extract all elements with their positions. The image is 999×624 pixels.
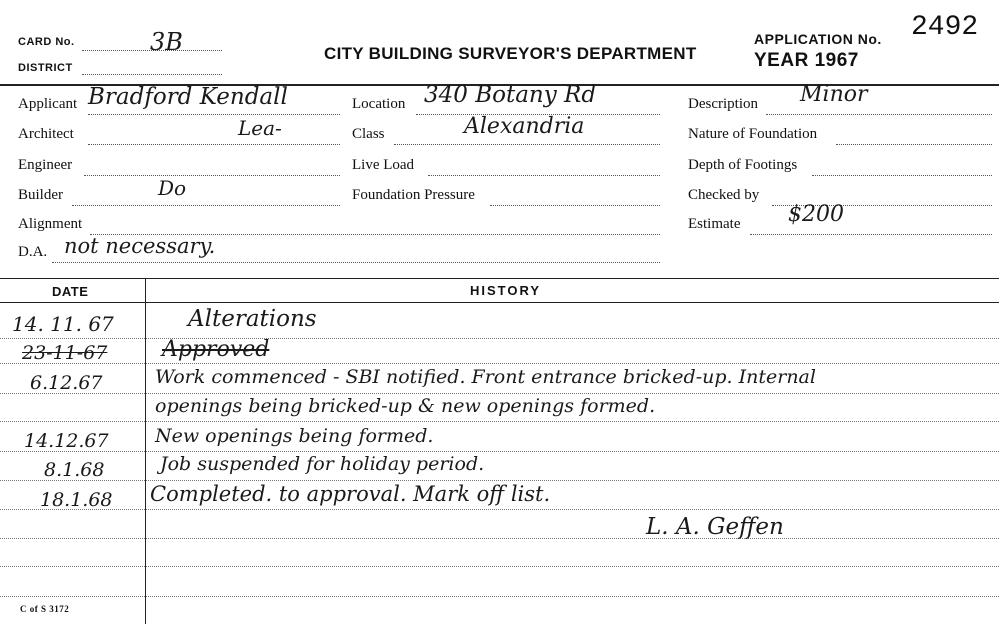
builder-value: Do [158, 176, 187, 200]
depth-label: Depth of Footings [688, 157, 798, 173]
entry-text: Completed. to approval. Mark off list. [150, 482, 551, 506]
description-line [766, 114, 992, 115]
entry-date: 23-11-67 [22, 342, 108, 364]
description-label: Description [688, 96, 758, 112]
architect-line [88, 144, 340, 145]
ruled-line [0, 538, 999, 539]
estimate-label: Estimate [688, 216, 741, 232]
entry-text: Job suspended for holiday period. [160, 453, 485, 475]
form-code: C of S 3172 [20, 604, 70, 614]
application-number: 2492 [911, 12, 979, 43]
architect-value: Lea- [238, 116, 282, 140]
checked-label: Checked by [688, 187, 760, 203]
location-label: Location [352, 96, 406, 112]
class-value: Alexandria [464, 114, 585, 139]
depth-line [812, 175, 992, 176]
architect-label: Architect [18, 126, 74, 142]
ruled-line [0, 509, 999, 510]
history-header: HISTORY [470, 283, 542, 298]
builder-line [72, 205, 340, 206]
location-value: 340 Botany Rd [424, 82, 597, 108]
ruled-line [0, 421, 999, 422]
entry-text: Work commenced - SBI notified. Front entrance bricked-up. Internal [155, 366, 816, 388]
entry-date: 8.1.68 [44, 459, 105, 481]
foundation-pressure-label: Foundation Pressure [352, 187, 475, 203]
ruled-line [0, 338, 999, 339]
ruled-line [0, 596, 999, 597]
foundation-pressure-line [490, 205, 660, 206]
engineer-line [84, 175, 340, 176]
application-label: APPLICATION No. [754, 31, 882, 47]
year-label: YEAR 1967 [754, 50, 859, 71]
history-top-rule [0, 278, 999, 279]
class-label: Class [352, 126, 385, 142]
ruled-line [0, 363, 999, 364]
ruled-line [0, 566, 999, 567]
ruled-line [0, 480, 999, 481]
nature-label: Nature of Foundation [688, 126, 818, 142]
alignment-label: Alignment [18, 216, 83, 232]
card-no-value: 3B [150, 28, 183, 56]
entry-text: Approved [162, 337, 270, 362]
description-value: Minor [800, 82, 868, 107]
live-load-label: Live Load [352, 157, 415, 173]
entry-text: New openings being formed. [155, 425, 434, 447]
ruled-line [0, 451, 999, 452]
department-title: CITY BUILDING SURVEYOR'S DEPARTMENT [324, 44, 697, 63]
da-line [52, 262, 660, 263]
entry-text: openings being bricked-up & new openings formed. [155, 395, 656, 417]
estimate-value: $200 [788, 202, 844, 227]
live-load-line [428, 175, 660, 176]
date-header: DATE [52, 284, 89, 299]
applicant-line [88, 114, 340, 115]
entry-date: 6.12.67 [30, 372, 103, 394]
district-label: DISTRICT [18, 62, 73, 74]
entry-date: 14.12.67 [24, 430, 109, 452]
entry-date: 18.1.68 [40, 489, 113, 511]
class-line [394, 144, 660, 145]
applicant-value: Bradford Kendall [88, 84, 288, 110]
builder-label: Builder [18, 187, 63, 203]
card-no-label: CARD No. [18, 36, 75, 48]
engineer-label: Engineer [18, 157, 73, 173]
entry-text: Alterations [188, 306, 317, 332]
applicant-label: Applicant [18, 96, 78, 112]
estimate-line [750, 234, 992, 235]
signature: L. A. Geffen [646, 514, 784, 540]
da-label: D.A. [18, 244, 48, 260]
district-line [82, 74, 222, 75]
nature-line [836, 144, 992, 145]
entry-date: 14. 11. 67 [12, 312, 114, 336]
da-value: not necessary. [64, 234, 216, 258]
ruled-line [0, 393, 999, 394]
history-header-rule [0, 302, 999, 303]
